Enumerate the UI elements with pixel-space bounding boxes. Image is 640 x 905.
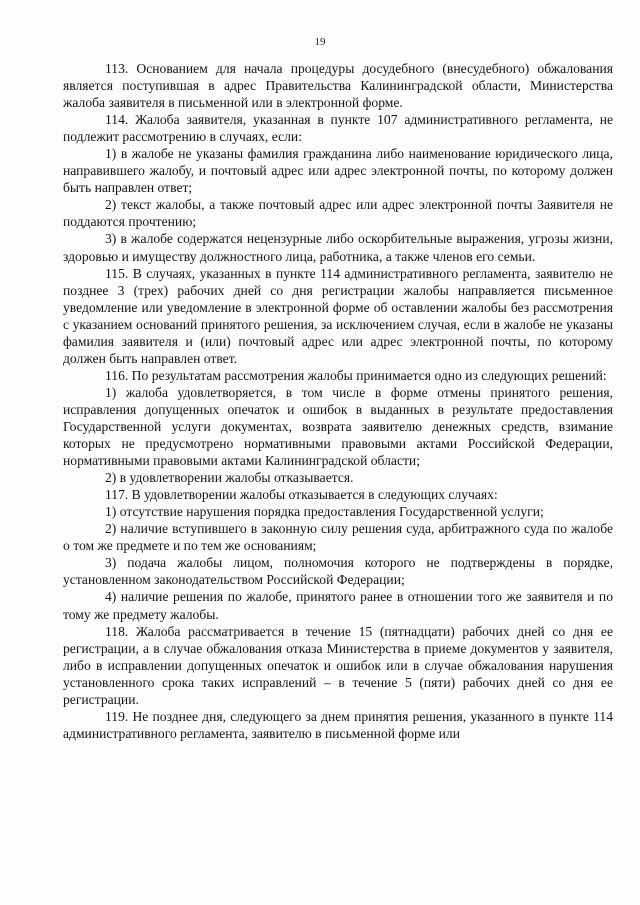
paragraph-117-item-1: 1) отсутствие нарушения порядка предоставления Государственной услуги; <box>105 504 544 520</box>
paragraph-117-item-4: 4) наличие решения по жалобе, принятого ранее в отношении того же заявителя и по тому же предмету жалобы. <box>63 589 613 622</box>
paragraph-116: 116. По результатам рассмотрения жалобы принимается одно из следующих решений: <box>105 367 607 383</box>
document-body <box>63 60 613 742</box>
paragraph-116-item-2: 2) в удовлетворении жалобы отказывается. <box>105 470 354 486</box>
paragraph-117-item-3: 3) подача жалобы лицом, полномочия которого не подтверждены в порядке, установленном законодательством Российской Федерации; <box>63 555 613 588</box>
paragraph-114: 114. Жалоба заявителя, указанная в пункте 107 административного регламента, не подлежит рассмотрению в случаях, если: <box>63 112 613 145</box>
page-number: 19 <box>314 36 326 48</box>
paragraph-114-item-1: 1) в жалобе не указаны фамилия гражданина либо наименование юридического лица, направившего жалобу, и почтовый адрес или адрес электронной почты, по которому должен быть направлен ответ; <box>63 146 613 196</box>
paragraph-116-item-1: 1) жалоба удовлетворяется, в том числе в форме отмены принятого решения, исправления допущенных опечаток и ошибок в выданных в результате предоставления Государственной услуги документах, возврата заявителю денежных средств, взимание которых не предусмотрено нормативными правовыми актами Российской Федерации, нормативными правовыми актами Калининградской области; <box>63 384 613 469</box>
paragraph-117: 117. В удовлетворении жалобы отказывается в следующих случаях: <box>105 487 498 503</box>
paragraph-119: 119. Не позднее дня, следующего за днем принятия решения, указанного в пункте 114 административного регламента, заявителю в письменной форме или <box>63 708 613 741</box>
paragraph-114-item-3: 3) в жалобе содержатся нецензурные либо оскорбительные выражения, угрозы жизни, здоровью и имуществу должностного лица, работника, а также членов его семьи. <box>63 231 613 264</box>
paragraph-114-item-2: 2) текст жалобы, а также почтовый адрес или адрес электронной почты Заявителя не поддаются прочтению; <box>63 197 613 230</box>
paragraph-118: 118. Жалоба рассматривается в течение 15 (пятнадцати) рабочих дней со дня ее регистрации, а в случае обжалования отказа Министерства в приеме документов у заявителя, либо в исправлении допущенных опечаток и ошибок или в случае обжалования нарушения установленного срока таких исправлений – в течение 5 (пяти) рабочих дней со дня ее регистрации. <box>63 623 613 707</box>
paragraph-117-item-2: 2) наличие вступившего в законную силу решения суда, арбитражного суда по жалобе о том же предмете и по тем же основаниям; <box>63 521 613 554</box>
paragraph-115: 115. В случаях, указанных в пункте 114 административного регламента, заявителю не позднее 3 (трех) рабочих дней со дня регистрации жалобы направляется письменное уведомление или уведомление в электронной форме об оставлении жалобы без рассмотрения с указанием оснований принятого решения, за исключением случая, если в жалобе не указаны фамилия заявителя и (или) почтовый адрес или адрес электронной почты, по которому должен быть направлен ответ. <box>63 265 613 366</box>
paragraph-113: 113. Основанием для начала процедуры досудебного (внесудебного) обжалования является поступившая в адрес Правительства Калининградской области, Министерства жалоба заявителя в письменной или в электронной форме. <box>63 61 613 111</box>
